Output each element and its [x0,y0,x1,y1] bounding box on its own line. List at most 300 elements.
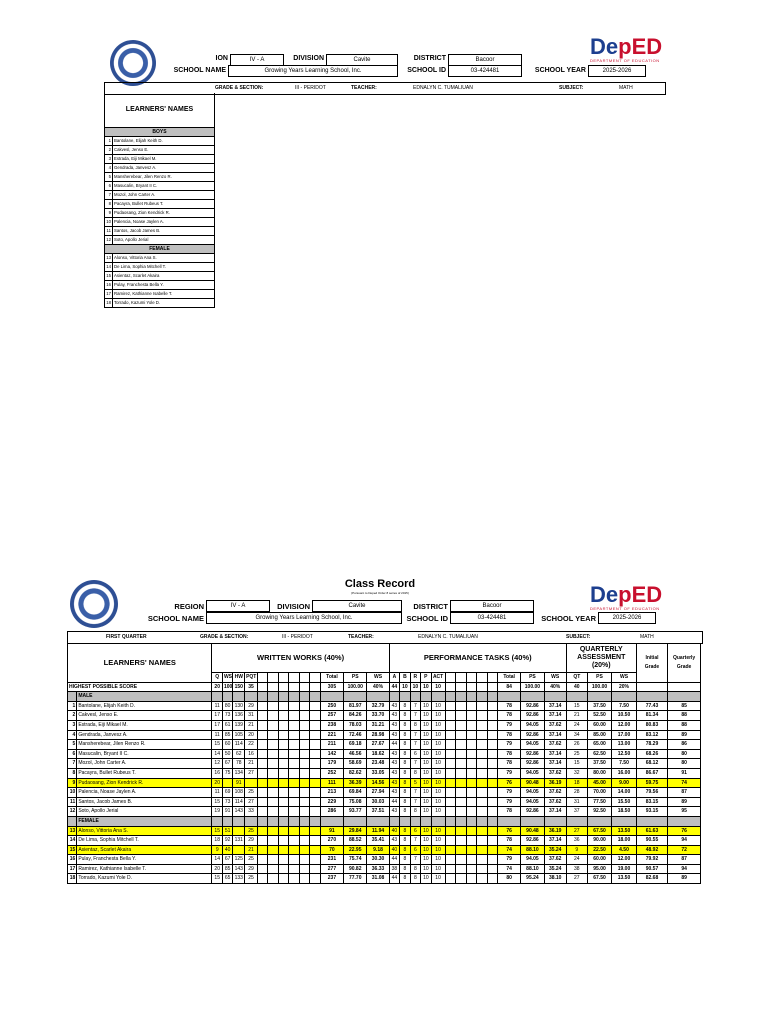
initial-grade-header: Initial Grade [636,644,667,683]
ww-score: 20 [212,778,222,788]
ww-score: 33.70 [367,711,389,721]
top-school-year-label: SCHOOL YEAR [534,67,586,74]
learner-row [105,218,215,227]
qa-score: 28 [566,788,587,798]
learner-name: Cakvesl, Jenso E. [113,146,215,155]
initial-grade: 93.15 [636,807,667,817]
pt-score: 8 [400,836,410,846]
group-fill [668,692,701,702]
pt-score: 44 [389,855,399,865]
pt-score: 78 [497,711,520,721]
student-name: Soto, Apollo Jerial [77,807,212,817]
ww-score: 179 [320,759,343,769]
pt-score [487,874,497,884]
pt-score [445,788,455,798]
student-name: Estrada, Eiji Mikael M. [77,720,212,730]
initial-grade: 82.68 [636,874,667,884]
ww-score: 30.03 [367,797,389,807]
ww-score [310,807,320,817]
qa-score: 13.50 [612,874,637,884]
top-learners-header [104,93,215,127]
ww-score: 133 [233,874,245,884]
group-fill [278,692,288,702]
hps-qg [668,682,701,692]
quarterly-grade: 76 [668,826,701,836]
pt-score [477,845,487,855]
ww-score [289,730,299,740]
group-fill [456,692,466,702]
pt-score [477,768,487,778]
pt-score: 94.05 [521,768,544,778]
student-number: 4 [68,730,77,740]
student-number: 9 [68,778,77,788]
group-fill [431,816,445,826]
hps-pt-value [456,682,466,692]
initial-grade: 77.43 [636,701,667,711]
ww-score [257,730,267,740]
group-fill [612,816,637,826]
ww-score: 31 [245,711,258,721]
pt-score: 37.62 [544,797,566,807]
pt-score: 10 [431,788,445,798]
hps-pt-value [466,682,476,692]
ww-score [278,749,288,759]
pt-score: 10 [421,711,431,721]
pt-score: 43 [389,701,399,711]
qa-score: 24 [566,720,587,730]
pt-score: 8 [400,730,410,740]
ww-score: 90.82 [344,864,367,874]
group-fill [212,816,222,826]
ww-col-header: WS [367,673,389,683]
group-fill [431,692,445,702]
learner-name: Gendrada, Janvesz A. [113,164,215,173]
quarterly-grade-header: Quarterly Grade [668,644,701,683]
pt-score: 10 [431,730,445,740]
ww-score [289,759,299,769]
bottom-subject-value: MATH [640,634,654,640]
learner-row [105,173,215,182]
ww-score: 29 [245,864,258,874]
student-name: Pudaosang, Zion Kendrick R. [77,778,212,788]
group-fill [222,692,232,702]
ww-score: 75.74 [344,855,367,865]
pt-score [487,759,497,769]
pt-score [466,874,476,884]
hps-ww-value: 35 [245,682,258,692]
qa-score: 19.00 [612,864,637,874]
pt-score: 7 [410,836,420,846]
bottom-school-name-value: Growing Years Learning School, Inc. [206,612,402,624]
pt-score [445,778,455,788]
ww-score: 85 [222,730,232,740]
pt-score: 94.05 [521,855,544,865]
qa-score: 17.00 [612,730,637,740]
pt-score [477,836,487,846]
ww-score: 111 [320,778,343,788]
learner-name: Ramirez, Kathianne Isabelle T. [113,290,215,299]
group-fill [636,692,667,702]
ww-score [278,701,288,711]
ww-col-header [268,673,278,683]
pt-score [477,864,487,874]
ww-score: 70 [320,845,343,855]
pt-score [456,807,466,817]
ww-score: 75 [222,768,232,778]
ww-score [310,720,320,730]
pt-col-header [466,673,476,683]
qa-score: 34 [566,730,587,740]
group-fill [222,816,232,826]
qa-score: 15.50 [612,797,637,807]
pt-score: 8 [410,807,420,817]
ww-score: 73 [222,711,232,721]
ww-score: 14 [212,749,222,759]
ww-score [310,864,320,874]
learner-name: Mansherebear, Jilen Renzo R. [113,173,215,182]
student-row [68,788,701,798]
learner-name: Mozol, John Carter A. [113,191,215,200]
student-number: 11 [68,797,77,807]
ww-score [299,768,309,778]
qa-score: 9 [566,845,587,855]
ww-score [289,855,299,865]
ww-score: 33.05 [367,768,389,778]
initial-grade: 78.29 [636,740,667,750]
pt-score [445,711,455,721]
ww-score [257,836,267,846]
pt-score [445,797,455,807]
learner-number: 12 [105,236,113,245]
ww-score [257,788,267,798]
ww-score [278,730,288,740]
ww-score [299,711,309,721]
qa-score: 32 [566,768,587,778]
pt-score: 94.05 [521,720,544,730]
group-fill [245,816,258,826]
group-fill [389,692,399,702]
pt-score: 90.48 [521,778,544,788]
group-fill [544,692,566,702]
student-number: 3 [68,720,77,730]
quarterly-grade: 87 [668,855,701,865]
group-fill [245,692,258,702]
pt-score: 6 [410,826,420,836]
pt-score: 10 [421,845,431,855]
student-row [68,807,701,817]
ww-score [268,855,278,865]
ww-score [233,845,245,855]
pt-score [487,701,497,711]
learner-row [105,272,215,281]
qa-score: 7.50 [612,701,637,711]
pt-score: 10 [421,768,431,778]
pt-score: 37.14 [544,730,566,740]
pt-score: 10 [421,836,431,846]
pt-col-header: P [421,673,431,683]
ww-score [299,874,309,884]
pt-score [445,807,455,817]
ww-score: 211 [320,740,343,750]
group-fill [268,692,278,702]
pt-col-header: B [400,673,410,683]
ww-score [257,711,267,721]
header-row [68,644,701,673]
ww-score: 14.56 [367,778,389,788]
ww-score [268,788,278,798]
ww-score [310,778,320,788]
pt-score: 43 [389,730,399,740]
pt-score [456,749,466,759]
initial-grade: 48.92 [636,845,667,855]
ww-score: 78 [233,759,245,769]
ww-score [278,788,288,798]
ww-score: 229 [320,797,343,807]
ww-score [289,701,299,711]
ww-score [310,855,320,865]
pt-score: 36.19 [544,778,566,788]
pt-score [477,874,487,884]
ww-score: 67 [222,759,232,769]
ww-score: 17 [212,711,222,721]
quarterly-grade: 72 [668,845,701,855]
learner-number: 4 [105,164,113,173]
ww-col-header: Total [320,673,343,683]
group-label: MALE [77,692,212,702]
ww-score [268,730,278,740]
ww-score: 16 [245,749,258,759]
group-fill [566,816,587,826]
pt-score: 79 [497,797,520,807]
ww-score: 36.33 [367,864,389,874]
pt-score [466,836,476,846]
group-fill [466,816,476,826]
hps-pt-value [487,682,497,692]
top-district-label: DISTRICT [413,55,446,62]
ww-score [299,845,309,855]
top-subject-value: MATH [619,85,633,91]
group-fill [268,816,278,826]
ww-score: 93.77 [344,807,367,817]
qa-score: 37 [566,807,587,817]
hps-qa-value: 20% [612,682,637,692]
qa-score: 90.00 [587,836,611,846]
ww-score: 143 [233,864,245,874]
bottom-school-year-label: SCHOOL YEAR [541,614,596,623]
ww-score [278,711,288,721]
ww-score [310,768,320,778]
deped-logo-bottom [590,584,662,611]
pt-score [445,845,455,855]
ww-score: 61 [222,720,232,730]
hps-pt-value: 84 [497,682,520,692]
pt-score [487,740,497,750]
bottom-grade-section-label: GRADE & SECTION: [200,634,249,640]
pt-score: 43 [389,778,399,788]
group-fill [410,816,420,826]
learner-name: De Lima, Sophia Mitchell T. [113,263,215,272]
initial-grade: 83.15 [636,797,667,807]
pt-score [487,788,497,798]
ww-score: 19 [212,807,222,817]
pt-score: 8 [400,759,410,769]
ww-score: 16 [212,768,222,778]
ww-score [299,740,309,750]
group-fill [233,816,245,826]
hps-ww-value: 150 [233,682,245,692]
learner-row [105,191,215,200]
group-fill [612,692,637,702]
ww-score: 33 [245,807,258,817]
student-name: Pacayra, Bullet Rubeus T. [77,768,212,778]
pt-score: 10 [431,778,445,788]
pt-score: 78 [497,836,520,846]
pt-score: 38 [389,864,399,874]
pt-score: 8 [400,711,410,721]
ww-score [268,768,278,778]
pt-score [487,768,497,778]
student-name: Asientaz, Scarlet Akaira [77,845,212,855]
group-fill [497,692,520,702]
deped-logo-top [590,36,662,63]
ww-score [268,711,278,721]
ww-score [257,826,267,836]
group-label: FEMALE [77,816,212,826]
qa-score: 7.50 [612,759,637,769]
ww-score: 69.18 [344,740,367,750]
hps-ww-value [268,682,278,692]
group-fill [299,692,309,702]
group-fill [587,692,611,702]
ww-score [310,826,320,836]
quarterly-grade: 80 [668,759,701,769]
initial-grade: 59.75 [636,778,667,788]
ww-score: 28.98 [367,730,389,740]
quarterly-grade: 85 [668,701,701,711]
pt-score [487,826,497,836]
pt-score: 78 [497,730,520,740]
ww-score [257,864,267,874]
ww-col-header [278,673,288,683]
pt-score: 10 [421,740,431,750]
pt-score [477,807,487,817]
group-fill [212,692,222,702]
ww-score [257,874,267,884]
learner-number: 2 [105,146,113,155]
ww-score: 20 [212,864,222,874]
top-grade-section-label: GRADE & SECTION: [215,85,264,91]
ww-score: 67 [222,855,232,865]
bottom-subject-label: SUBJECT: [566,634,591,640]
ww-score [268,874,278,884]
quarterly-grade: 88 [668,711,701,721]
qa-score: 18 [566,778,587,788]
student-row [68,826,701,836]
pt-score: 8 [410,864,420,874]
group-fill [566,692,587,702]
deped-logo-de: De [590,34,619,59]
pt-score: 40 [389,826,399,836]
qa-score: 21 [566,711,587,721]
ww-score [299,836,309,846]
pt-score: 88.10 [521,864,544,874]
ww-col-header [310,673,320,683]
ww-score [289,778,299,788]
ww-score: 131 [233,836,245,846]
pt-score: 8 [400,864,410,874]
quarterly-grade: 95 [668,807,701,817]
ww-score [268,778,278,788]
qa-score: 37.50 [587,701,611,711]
ww-score: 125 [233,855,245,865]
learner-row [105,137,215,146]
qa-score: 45.00 [587,778,611,788]
pt-score [466,855,476,865]
pt-score [487,855,497,865]
pt-score: 38.10 [544,874,566,884]
initial-grade: 80.83 [636,720,667,730]
ww-score [278,768,288,778]
qa-score: 70.00 [587,788,611,798]
group-fill [477,816,487,826]
group-fill [400,816,410,826]
pt-score: 10 [421,701,431,711]
ww-score [299,864,309,874]
written-works-header: WRITTEN WORKS (40%) [212,644,389,673]
student-number: 6 [68,749,77,759]
pt-score: 43 [389,711,399,721]
initial-grade: 61.63 [636,826,667,836]
top-teacher-label: TEACHER: [351,85,377,91]
pt-col-header: R [410,673,420,683]
qa-score: 60.00 [587,855,611,865]
pt-score [487,836,497,846]
qa-score: 12.50 [612,749,637,759]
pt-score [477,730,487,740]
pt-score: 10 [431,749,445,759]
pt-score: 7 [410,701,420,711]
pt-score [477,788,487,798]
student-row [68,720,701,730]
learner-row [105,299,215,308]
pt-col-header: A [389,673,399,683]
ww-score: 32.79 [367,701,389,711]
learner-number: 11 [105,227,113,236]
pt-score: 10 [421,759,431,769]
ww-score [299,730,309,740]
hps-pt-value: 10 [431,682,445,692]
qa-score: 24 [566,855,587,865]
ww-score [257,768,267,778]
ww-score [257,701,267,711]
ww-score: 277 [320,864,343,874]
pt-score: 8 [410,720,420,730]
pt-score [487,864,497,874]
pt-score [487,778,497,788]
group-fill [344,692,367,702]
ww-score: 237 [320,874,343,884]
pt-score: 10 [431,845,445,855]
ww-score [278,874,288,884]
ww-score: 250 [320,701,343,711]
pt-col-header: Total [497,673,520,683]
qa-score: 26 [566,740,587,750]
ww-score [310,711,320,721]
ww-score [268,740,278,750]
ww-score [299,778,309,788]
bottom-school-id-label: SCHOOL ID [406,614,448,623]
learner-number: 15 [105,272,113,281]
